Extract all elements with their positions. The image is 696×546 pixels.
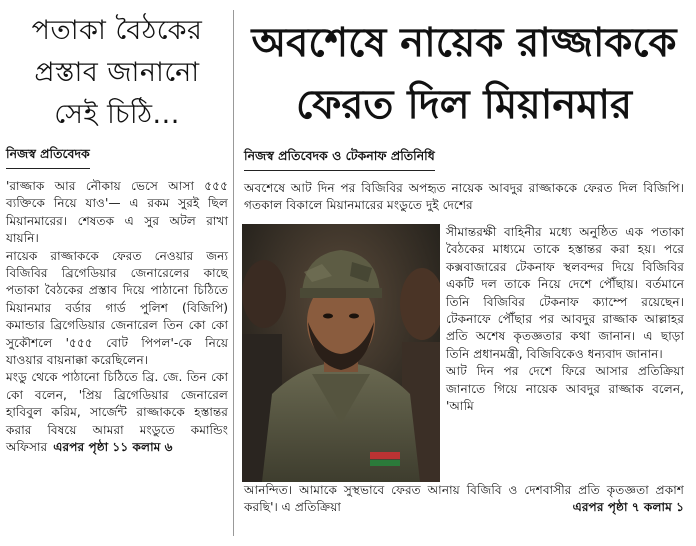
- main-headline-line-1: অবশেষে নায়েক রাজ্জাককে: [251, 20, 677, 66]
- main-headline-line-2: ফেরত দিল মিয়ানমার: [295, 82, 633, 128]
- left-headline-line-3: সেই চিঠি...: [54, 99, 180, 130]
- main-story-body: [446, 224, 684, 415]
- left-paragraph-3: [6, 369, 228, 456]
- left-headline-line-2: প্রস্তাব জানানো: [34, 57, 200, 88]
- left-story-byline: নিজস্ব প্রতিবেদক: [6, 146, 90, 169]
- left-story-body: [6, 178, 228, 457]
- left-paragraph-2: নায়েক রাজ্জাককে ফেরত নেওয়ার জন্য বিজিবির ব্রিগেডিয়ার জেনারেলের কাছে পতাকা বৈঠকের প্রস্তাব দিয়ে পাঠানো চিঠিতে মিয়ানমার বর্ডার গার্ড পুলিশ (বিজিপি) কমান্ডার ব্রিগেডিয়ার জেনারেল তিন কো কো সুকৌশলে '৫৫৫ বোট পিপল'-কে নিয়ে যাওয়ার বায়নাক্কা করেছিলেন।: [6, 248, 228, 368]
- main-story-intro: অবশেষে আট দিন পর বিজিবির অপহৃত নায়েক আবদুর রাজ্জাককে ফেরত দিল বিজিপি। গতকাল বিকালে মিয়ানমারের মংডুতে দুই দেশের: [244, 181, 684, 213]
- left-story-headline: [6, 10, 228, 136]
- main-paragraph-2: আট দিন পর দেশে ফিরে আসার প্রতিক্রিয়া জানাতে গিয়ে নায়েক আবদুর রাজ্জাক বলেন, 'আমি: [446, 364, 684, 414]
- left-paragraph-3-text: মংডু থেকে পাঠানো চিঠিতে ব্রি. জে. তিন কো কো বলেন, 'প্রিয় ব্রিগেডিয়ার জেনারেল হাবিবুল করিম, সার্জেন্ট রাজ্জাককে হস্তান্তর করার বিষয়ে আমরা মংডুতে কমান্ডিং অফিসার: [6, 370, 228, 455]
- column-divider: [233, 10, 234, 536]
- left-paragraph-1: 'রাজ্জাক আর নৌকায় ভেসে আসা ৫৫৫ ব্যক্তিকে নিয়ে যাও'— এ রকম সুরই ছিল মিয়ানমারের। শেষতক এ সুর অটল রাখা যায়নি।: [6, 179, 228, 246]
- main-story-tail: [244, 482, 684, 517]
- news-photo-soldier: [242, 224, 440, 482]
- left-headline-line-1: পতাকা বৈঠকের: [31, 15, 203, 46]
- soldier-photo-illustration: [242, 224, 440, 482]
- main-continuation-jump: এরপর পৃষ্ঠা ৭ কলাম ১: [572, 500, 684, 515]
- left-continuation-jump: এরপর পৃষ্ঠা ১১ কলাম ৬: [53, 440, 173, 455]
- main-story-byline: নিজস্ব প্রতিবেদক ও টেকনাফ প্রতিনিধি: [244, 148, 435, 171]
- main-story-headline: [238, 12, 690, 136]
- main-paragraph-1: সীমান্তরক্ষী বাহিনীর মধ্যে অনুষ্ঠিত এক পতাকা বৈঠকের মাধ্যমে তাকে হস্তান্তর করা হয়। পরে কক্সবাজারের টেকনাফ স্থলবন্দর দিয়ে বিজিবির একটি দল তাকে নিয়ে দেশে পৌঁছায়। বর্তমানে তিনি বিজিবির টেকনাফ ক্যাম্পে রয়েছেন। টেকনাফে পৌঁছার পর আবদুর রাজ্জাক আল্লাহর প্রতি অশেষ কৃতজ্ঞতার কথা জানান। এ ছাড়া তিনি প্রধানমন্ত্রী, বিজিবিকেও ধন্যবাদ জানান।: [446, 225, 684, 361]
- main-tail-text: আনন্দিত। আমাকে সুস্থভাবে ফেরত আনায় বিজিবি ও দেশবাসীর প্রতি কৃতজ্ঞতা প্রকাশ করছি'। এ প্রতিক্রিয়া: [244, 483, 684, 515]
